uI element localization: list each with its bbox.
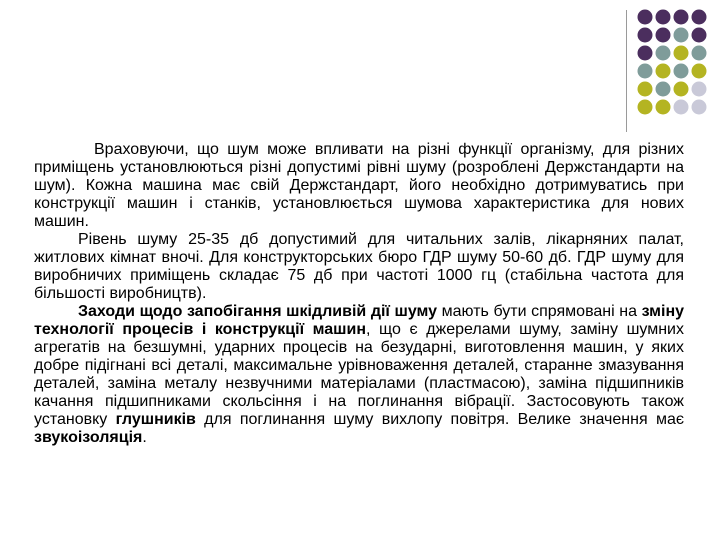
decor-dot [674, 82, 689, 97]
text-run: . [142, 429, 147, 446]
paragraph [34, 231, 684, 303]
bold-text: глушників [115, 411, 196, 428]
decor-dot [692, 10, 707, 25]
decor-dot [692, 28, 707, 43]
text-run: , що є джерелами шуму, заміну шумних агрегатів на безшумні, ударних процесів на безударні, виготовлення машин, у яких добре підігнані всі деталі, максимальне урівноваження деталей, старанне змазування деталей, заміна металу незвучними матеріалами (пластмасою), заміна підшипників качання підшипниками скольсіння і на поглинання вібрації. Застосовують також установку [34, 321, 684, 428]
decor-dot [656, 100, 671, 115]
decor-dot [656, 28, 671, 43]
decorative-dot-grid [636, 8, 716, 116]
bold-text: звукоізоляція [34, 429, 143, 446]
decor-dot [656, 46, 671, 61]
paragraph [34, 141, 684, 231]
slide-text-body [34, 141, 684, 447]
decor-dot [692, 100, 707, 115]
text-run: Рівень шуму 25-35 дб допустимий для читальних залів, лікарняних палат, житлових кімнат вночі. Для конструкторських бюро ГДР шуму 50-60 дб. ГДР шуму для виробничих приміщень складає 75 дб при частоті 1000 гц (стабільна частота для більшості виробництв). [34, 231, 684, 302]
decor-dot [638, 10, 653, 25]
decor-dot [656, 10, 671, 25]
bold-text: зміну технології процесів і конструкції машин [34, 303, 685, 338]
text-run: для поглинання шуму вихлопу повітря. Велике значення має [195, 411, 685, 428]
decor-dot [638, 28, 653, 43]
text-run: Враховуючи, що шум може впливати на різні функції організму, для різних приміщень установлюються різні допустимі рівні шуму (розроблені Держстандарти на шум). Кожна машина має свій Держстандарт, його необхідно дотримуватись при конструкції машин і станків, установлюється шумова характеристика для нових машин. [34, 141, 684, 230]
decor-dot [674, 100, 689, 115]
decor-dot [638, 46, 653, 61]
divider-line [626, 10, 627, 132]
decor-dot [638, 64, 653, 79]
decor-dot [638, 82, 653, 97]
decor-dot [674, 64, 689, 79]
decor-dot [692, 46, 707, 61]
decor-dot [674, 46, 689, 61]
decor-dot [656, 64, 671, 79]
paragraph [34, 303, 684, 447]
bold-text: Заходи щодо запобігання шкідливій дії шуму [78, 303, 438, 320]
decor-dot [656, 82, 671, 97]
decor-dot [638, 100, 653, 115]
text-run: мають бути спрямовані на [437, 303, 642, 320]
decor-dot [692, 82, 707, 97]
decor-dot [674, 28, 689, 43]
decor-dot [692, 64, 707, 79]
decor-dot [674, 10, 689, 25]
